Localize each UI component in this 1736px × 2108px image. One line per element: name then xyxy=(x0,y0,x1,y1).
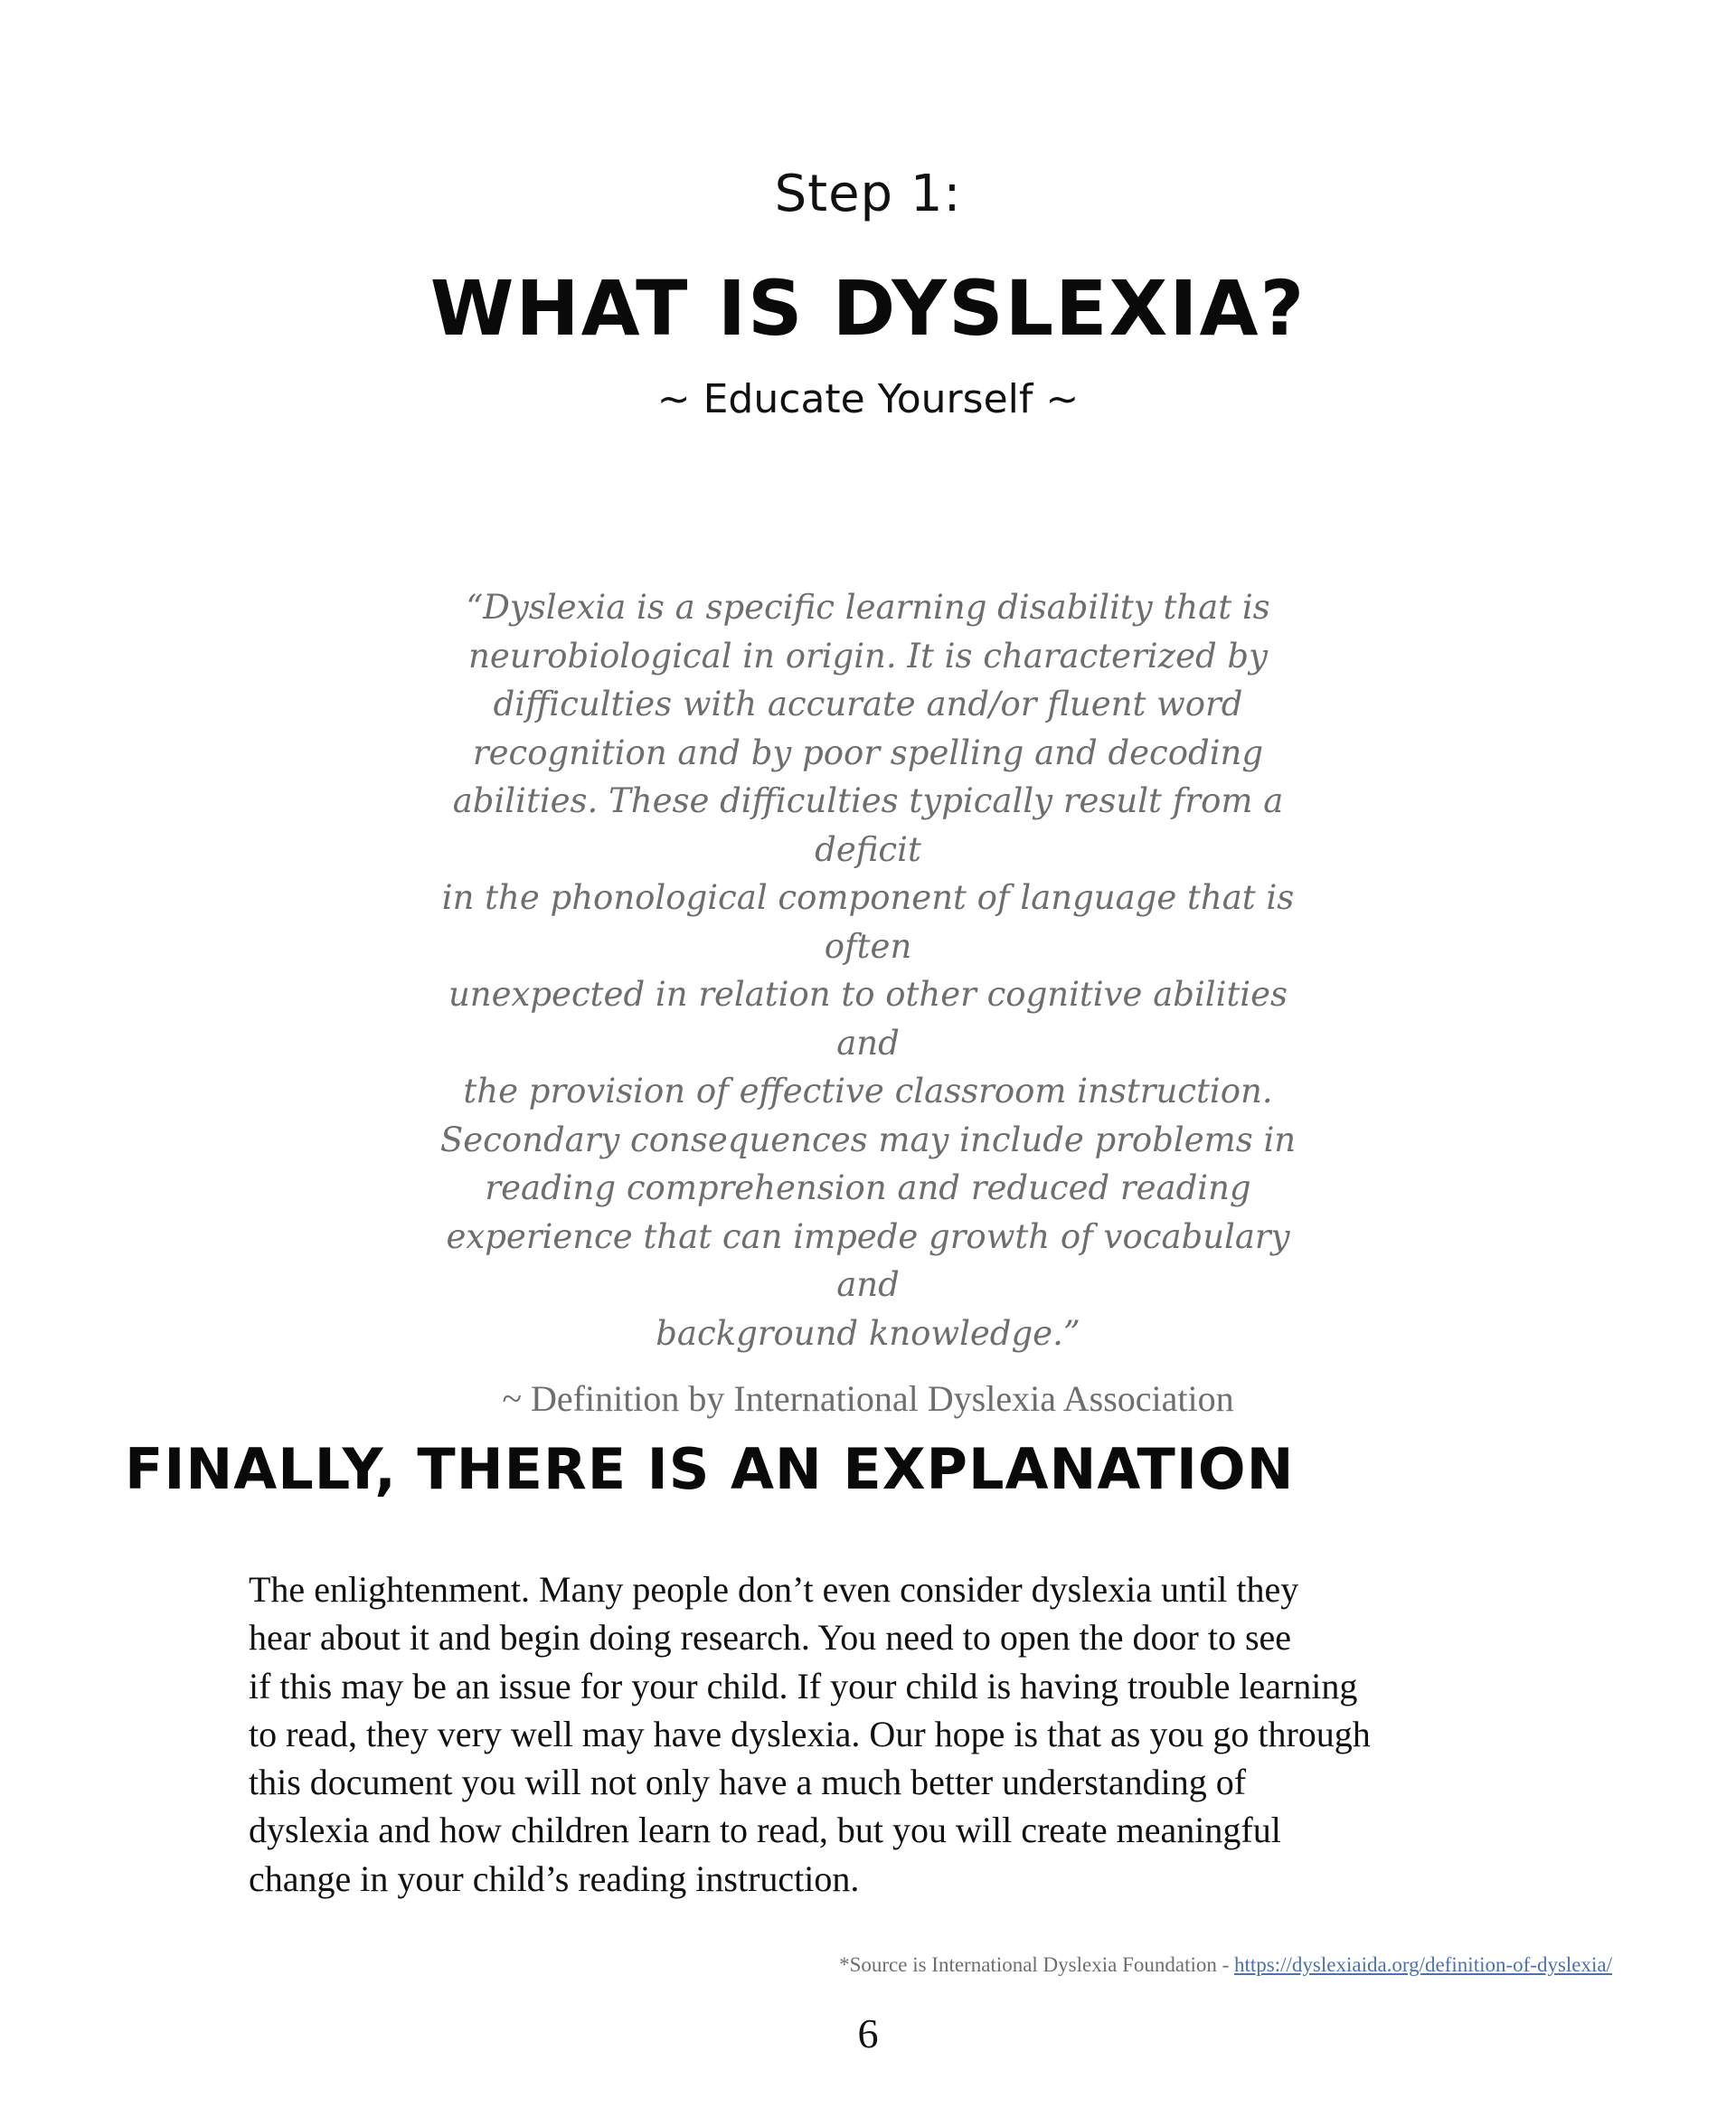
quote-line: abilities. These difficulties typically result from a deficit xyxy=(452,781,1284,869)
footnote-text: *Source is International Dyslexia Foundation - xyxy=(839,1953,1235,1976)
page-subtitle: ~ Educate Yourself ~ xyxy=(656,376,1080,422)
quote-line: experience that can impede growth of vocabulary and xyxy=(446,1216,1290,1304)
body-line: change in your child’s reading instruction. xyxy=(249,1857,860,1899)
quote-line: in the phonological component of language that is often xyxy=(441,878,1295,966)
section-body xyxy=(249,1565,1424,1903)
quote-line: neurobiological in origin. It is characterized by xyxy=(467,636,1269,676)
quote-line: the provision of effective classroom instruction. xyxy=(463,1072,1273,1111)
quote-line: reading comprehension and reduced reading xyxy=(485,1168,1251,1207)
quote-line: difficulties with accurate and/or fluent word xyxy=(493,685,1243,723)
body-line: dyslexia and how children learn to read, but you will create meaningful xyxy=(249,1810,1281,1851)
quote-text xyxy=(416,583,1320,1357)
quote-line: Secondary consequences may include problems in xyxy=(439,1120,1297,1159)
quote-line: “Dyslexia is a specific learning disability that is xyxy=(466,588,1270,627)
quote-attribution: ~ Definition by International Dyslexia Association xyxy=(502,1378,1234,1419)
page-title: WHAT IS DYSLEXIA? xyxy=(429,264,1307,353)
body-line: The enlightenment. Many people don’t even consider dyslexia until they xyxy=(249,1569,1299,1610)
step-label: Step 1: xyxy=(774,165,962,223)
quote-line: background knowledge.” xyxy=(656,1313,1080,1353)
body-line: hear about it and begin doing research. You need to open the door to see xyxy=(249,1617,1292,1659)
body-line: to read, they very well may have dyslexia. Our hope is that as you go through xyxy=(249,1713,1371,1754)
page-number: 6 xyxy=(857,2010,879,2056)
quote-line: unexpected in relation to other cognitive abilities and xyxy=(448,975,1288,1063)
source-footnote xyxy=(839,1953,1612,1977)
definition-quote xyxy=(416,583,1320,1420)
body-line: if this may be an issue for your child. If your child is having trouble learning xyxy=(249,1665,1358,1706)
section-heading: FINALLY, THERE IS AN EXPLANATION xyxy=(125,1436,1295,1502)
source-link[interactable]: https://dyslexiaida.org/definition-of-dyslexia/ xyxy=(1234,1953,1612,1976)
body-line: this document you will not only have a much better understanding of xyxy=(249,1762,1247,1803)
quote-line: recognition and by poor spelling and decoding xyxy=(472,733,1264,772)
